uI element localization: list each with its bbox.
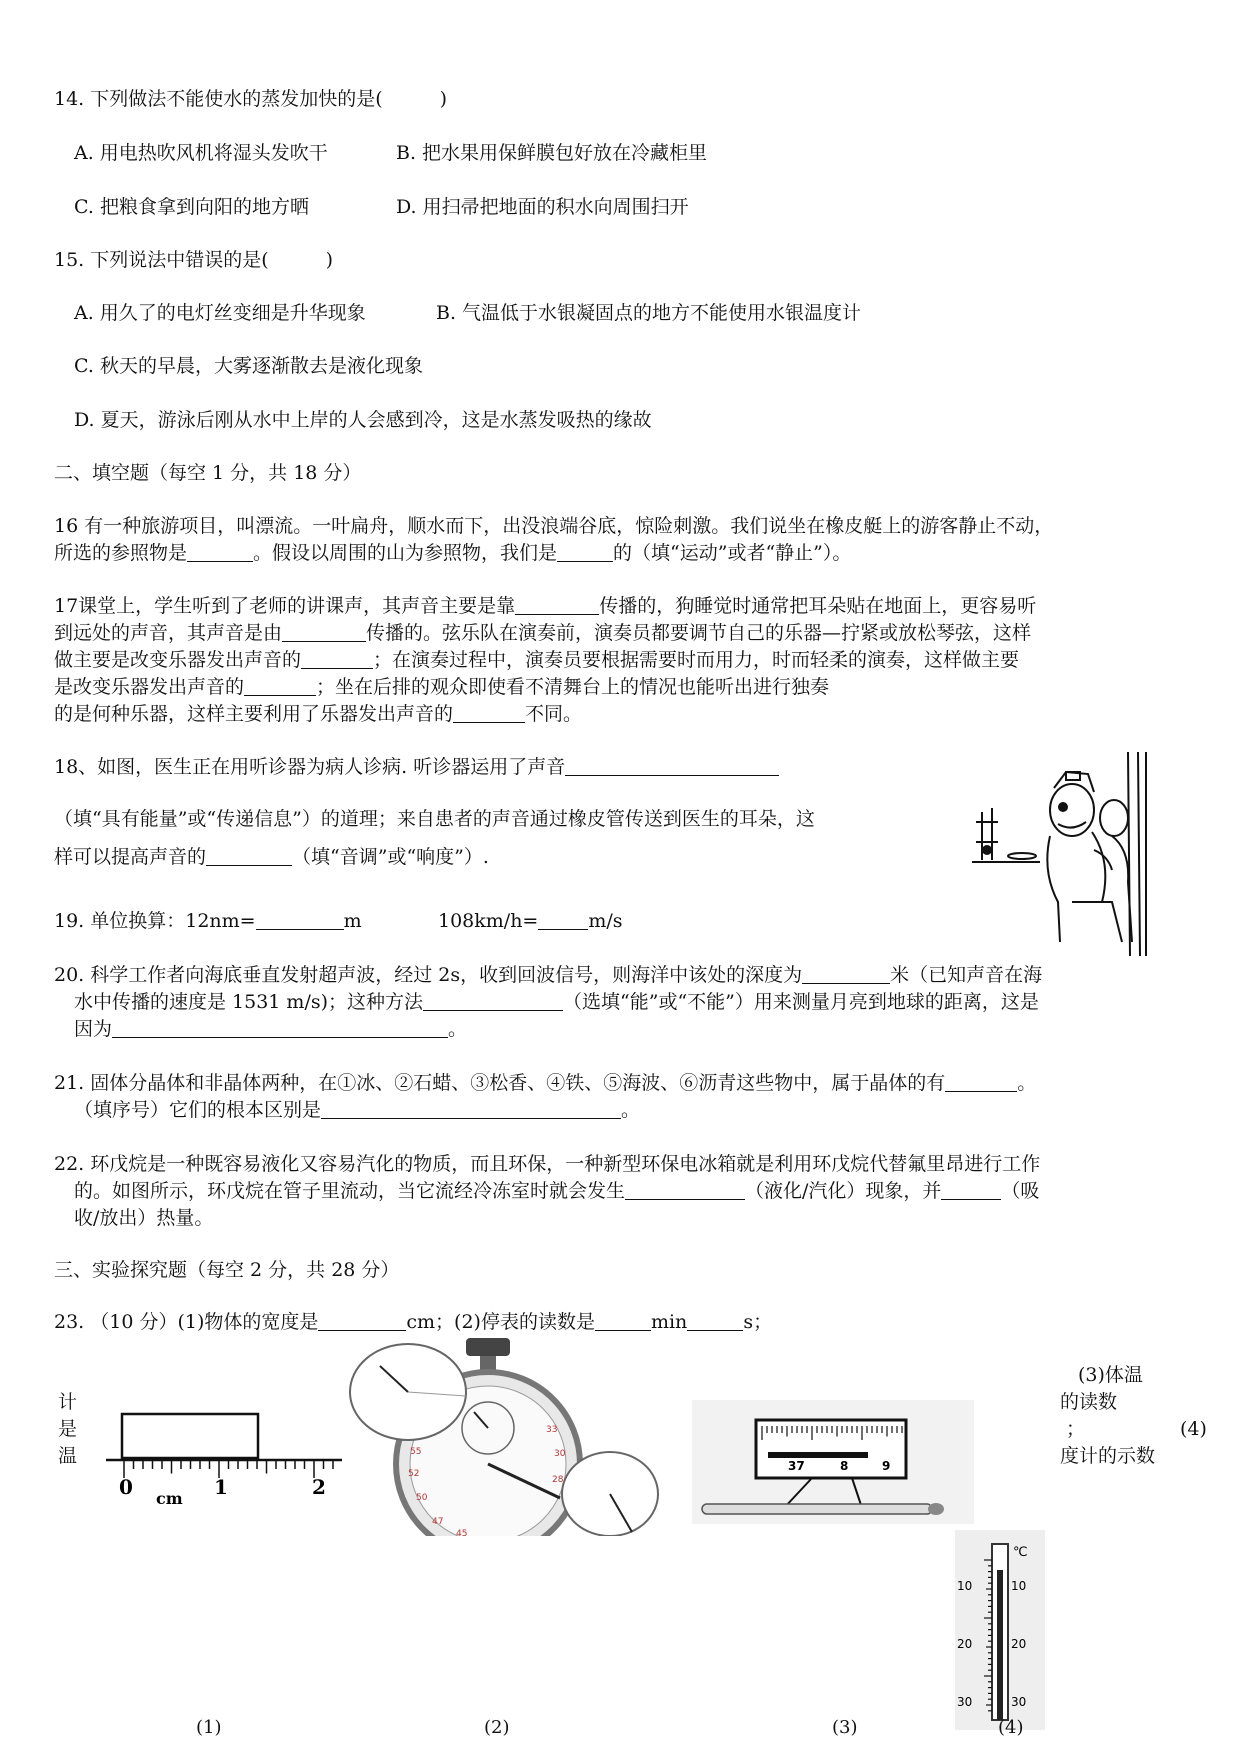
q16-text-b: 。假设以周围的山为参照物，我们是 bbox=[253, 542, 558, 564]
q19-blank-1[interactable] bbox=[256, 909, 344, 930]
doctor-stethoscope-illustration bbox=[962, 752, 1150, 956]
section2-heading: 二、填空题（每空 1 分，共 18 分） bbox=[54, 462, 362, 484]
q18-line3 bbox=[54, 842, 489, 872]
q17-line4 bbox=[54, 672, 829, 702]
q21-text-1a: 21. 固体分晶体和非晶体两种，在①冰、②石蜡、③松香、④铁、⑤海波、⑥沥青这些物中，属于晶体的有 bbox=[54, 1072, 946, 1094]
thermo4-tick-20-right: 20 bbox=[1011, 1637, 1027, 1651]
q18-line2: （填“具有能量”或“传递信息”）的道理；来自患者的声音通过橡皮管传送到医生的耳朵，这 bbox=[54, 808, 815, 830]
q23-blank-2[interactable] bbox=[595, 1310, 651, 1331]
q20-text-1b: 米（已知声音在海 bbox=[890, 964, 1043, 986]
q15-option-d: D. 夏天，游泳后刚从水中上岸的人会感到冷，这是水蒸发吸热的缘故 bbox=[74, 409, 652, 431]
thermo4-tick-20-left: 20 bbox=[957, 1637, 973, 1651]
q17-line3 bbox=[54, 645, 1019, 675]
q20-blank-2[interactable] bbox=[423, 990, 563, 1011]
q17-blank-2[interactable] bbox=[282, 621, 366, 642]
q16-line2 bbox=[54, 538, 851, 568]
q22-text-2b: （液化/汽化）现象，并 bbox=[745, 1180, 942, 1202]
q23-left-1: 计 bbox=[58, 1391, 78, 1413]
q23-text-b: cm；(2)停表的读数是 bbox=[406, 1311, 595, 1333]
q16-blank-1[interactable] bbox=[187, 541, 253, 562]
q21-text-2b: 。 bbox=[621, 1099, 641, 1121]
q20-blank-3[interactable] bbox=[112, 1017, 448, 1038]
q20-text-2b: （选填“能”或“不能”）用来测量月亮到地球的距离，这是 bbox=[563, 991, 1039, 1013]
section3-heading: 三、实验探究题（每空 2 分，共 28 分） bbox=[54, 1259, 400, 1281]
q21-text-1b: 。 bbox=[1017, 1072, 1037, 1094]
q17-text-2b: 传播的。弦乐队在演奏前，演奏员都要调节自己的乐器—拧紧或放松琴弦，这样 bbox=[366, 622, 1032, 644]
q22-text-2c: （吸 bbox=[1001, 1180, 1040, 1202]
q20-text-3a: 因为 bbox=[74, 1018, 113, 1040]
ruler-unit: cm bbox=[156, 1489, 183, 1508]
svg-text:45: 45 bbox=[456, 1529, 468, 1536]
q17-text-5b: 不同。 bbox=[525, 703, 583, 725]
figure-label-3: (3) bbox=[832, 1717, 858, 1738]
thermometer-figure bbox=[955, 1530, 1045, 1730]
q18-text-3a: 样可以提高声音的 bbox=[54, 846, 207, 868]
svg-text:30: 30 bbox=[554, 1449, 566, 1459]
ruler-tick-2: 2 bbox=[312, 1475, 326, 1499]
q19-text-d: m/s bbox=[588, 910, 623, 932]
q20-line3 bbox=[74, 1014, 467, 1044]
thermo3-label-9: 9 bbox=[882, 1459, 891, 1473]
q17-text-1b: 传播的，狗睡觉时通常把耳朵贴在地面上，更容易听 bbox=[599, 595, 1037, 617]
q21-blank-2[interactable] bbox=[321, 1098, 621, 1119]
q18-text-1: 18、如图，医生正在用听诊器为病人诊病. 听诊器运用了声音 bbox=[54, 756, 566, 778]
q22-blank-1[interactable] bbox=[625, 1179, 745, 1200]
q19-blank-2[interactable] bbox=[538, 909, 588, 930]
q22-text-2a: 的。如图所示，环戊烷在管子里流动，当它流经冷冻室时就会发生 bbox=[74, 1180, 626, 1202]
q23-left-2: 是 bbox=[58, 1418, 78, 1440]
q21-blank-1[interactable] bbox=[945, 1071, 1017, 1092]
q15-stem: 15. 下列说法中错误的是( ) bbox=[54, 249, 334, 271]
q22-line3: 收/放出）热量。 bbox=[74, 1207, 214, 1229]
svg-text:50: 50 bbox=[416, 1493, 428, 1503]
thermo4-tick-10-left: 10 bbox=[957, 1579, 973, 1593]
q19-text-c: 108km/h= bbox=[438, 910, 539, 932]
q15-option-a: A. 用久了的电灯丝变细是升华现象 bbox=[74, 302, 366, 324]
q17-line5 bbox=[54, 699, 582, 729]
clinical-thermometer-figure bbox=[692, 1400, 974, 1524]
q17-blank-1[interactable] bbox=[515, 594, 599, 615]
q21-text-2a: （填序号）它们的根本区别是 bbox=[74, 1099, 322, 1121]
svg-text:33: 33 bbox=[546, 1425, 558, 1435]
q16-line1: 16 有一种旅游项目，叫漂流。一叶扁舟，顺水而下，出没浪端谷底，惊险刺激。我们说坐在橡皮艇上的游客静止不动， bbox=[54, 515, 1054, 537]
figure-label-1: (1) bbox=[196, 1717, 222, 1738]
q23-text-c: min bbox=[650, 1311, 688, 1333]
thermo3-label-8: 8 bbox=[840, 1459, 849, 1473]
q23-text-a: 23. （10 分）(1)物体的宽度是 bbox=[54, 1311, 319, 1333]
svg-text:55: 55 bbox=[410, 1447, 422, 1457]
q20-line2 bbox=[74, 987, 1039, 1017]
svg-text:47: 47 bbox=[432, 1517, 444, 1527]
thermo3-label-37: 37 bbox=[788, 1459, 805, 1473]
q17-line1 bbox=[54, 591, 1036, 621]
q23-blank-3[interactable] bbox=[687, 1310, 743, 1331]
thermo4-unit: ℃ bbox=[1013, 1545, 1028, 1560]
q18-blank-2[interactable] bbox=[206, 845, 292, 866]
q15-option-c: C. 秋天的早晨，大雾逐渐散去是液化现象 bbox=[74, 355, 423, 377]
figure-label-4: (4) bbox=[998, 1717, 1024, 1738]
q16-blank-2[interactable] bbox=[557, 541, 613, 562]
ruler-tick-1: 1 bbox=[214, 1475, 228, 1499]
q19-text-b: m bbox=[343, 910, 362, 932]
ruler-tick-0: 0 bbox=[119, 1475, 133, 1499]
thermo4-tick-30-right: 30 bbox=[1011, 1695, 1027, 1709]
q20-text-3b: 。 bbox=[448, 1018, 468, 1040]
q20-line1 bbox=[54, 960, 1042, 990]
q22-line1: 22. 环戊烷是一种既容易液化又容易汽化的物质，而且环保，一种新型环保电冰箱就是利用环戊烷代替氟里昂进行工作 bbox=[54, 1153, 1041, 1175]
thermo4-tick-30-left: 30 bbox=[957, 1695, 973, 1709]
q16-text-a: 所选的参照物是 bbox=[54, 542, 188, 564]
q23-right-4: (4) bbox=[1180, 1418, 1207, 1440]
q14-option-d: D. 用扫帚把地面的积水向周围扫开 bbox=[396, 196, 689, 218]
q19-line-right bbox=[438, 906, 623, 936]
q23-right-3: ； bbox=[1066, 1418, 1086, 1440]
q23-blank-1[interactable] bbox=[318, 1310, 406, 1331]
q23-line bbox=[54, 1307, 772, 1337]
q20-text-1a: 20. 科学工作者向海底垂直发射超声波，经过 2s，收到回波信号，则海洋中该处的深度为 bbox=[54, 964, 803, 986]
q19-line bbox=[54, 906, 362, 936]
q16-text-c: 的（填“运动”或者“静止”）。 bbox=[613, 542, 852, 564]
svg-text:28: 28 bbox=[552, 1475, 564, 1485]
q17-text-2a: 到远处的声音，其声音是由 bbox=[54, 622, 283, 644]
q17-blank-5[interactable] bbox=[453, 702, 525, 723]
q17-blank-4[interactable] bbox=[244, 675, 316, 696]
q17-text-3b: ；在演奏过程中，演奏员要根据需要时而用力，时而轻柔的演奏，这样做主要 bbox=[373, 649, 1020, 671]
q19-text-a: 19. 单位换算：12nm= bbox=[54, 910, 256, 932]
q22-blank-2[interactable] bbox=[941, 1179, 1001, 1200]
q21-line1 bbox=[54, 1068, 1036, 1098]
q18-blank-1[interactable] bbox=[565, 755, 779, 776]
q14-option-a: A. 用电热吹风机将湿头发吹干 bbox=[74, 142, 328, 164]
q14-stem: 14. 下列做法不能使水的蒸发加快的是( ) bbox=[54, 88, 448, 110]
q23-right-2: 的读数 bbox=[1060, 1391, 1118, 1413]
q17-text-1a: 17课堂上，学生听到了老师的讲课声，其声音主要是靠 bbox=[54, 595, 516, 617]
svg-text:52: 52 bbox=[408, 1469, 420, 1479]
q17-text-5a: 的是何种乐器，这样主要利用了乐器发出声音的 bbox=[54, 703, 454, 725]
q17-text-4a: 是改变乐器发出声音的 bbox=[54, 676, 245, 698]
figure-label-2: (2) bbox=[484, 1717, 510, 1738]
q15-option-b: B. 气温低于水银凝固点的地方不能使用水银温度计 bbox=[436, 302, 862, 324]
q18-text-3b: （填“音调”或“响度”）. bbox=[292, 846, 489, 868]
q23-text-d: s； bbox=[743, 1311, 773, 1333]
q20-blank-1[interactable] bbox=[802, 963, 890, 984]
q23-right-5: 度计的示数 bbox=[1060, 1445, 1156, 1467]
q20-text-2a: 水中传播的速度是 1531 m/s)；这种方法 bbox=[74, 991, 424, 1013]
q22-line2 bbox=[74, 1176, 1039, 1206]
thermo4-tick-10-right: 10 bbox=[1011, 1579, 1027, 1593]
q18-line1 bbox=[54, 752, 779, 782]
stopwatch-figure bbox=[346, 1336, 664, 1536]
q17-text-4b: ；坐在后排的观众即使看不清舞台上的情况也能听出进行独奏 bbox=[316, 676, 830, 698]
q23-right-1: (3)体温 bbox=[1078, 1364, 1143, 1386]
q21-line2 bbox=[74, 1095, 640, 1125]
q17-blank-3[interactable] bbox=[301, 648, 373, 669]
q14-option-c: C. 把粮食拿到向阳的地方晒 bbox=[74, 196, 309, 218]
q14-option-b: B. 把水果用保鲜膜包好放在冷藏柜里 bbox=[396, 142, 708, 164]
ruler-figure bbox=[104, 1412, 344, 1512]
q17-line2 bbox=[54, 618, 1031, 648]
q23-left-3: 温 bbox=[58, 1445, 78, 1467]
q17-text-3a: 做主要是改变乐器发出声音的 bbox=[54, 649, 302, 671]
